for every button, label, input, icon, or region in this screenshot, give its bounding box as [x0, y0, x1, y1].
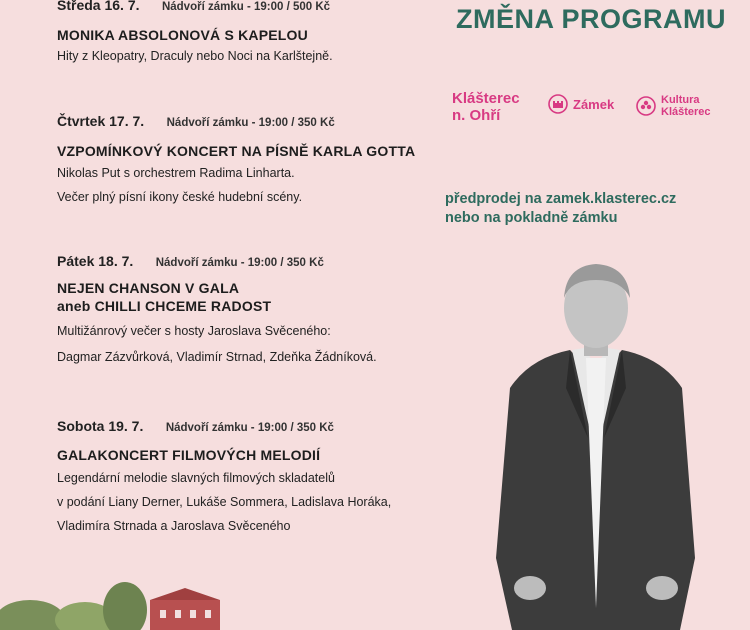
- event-date: Čtvrtek 17. 7.: [57, 113, 145, 129]
- event-title: [57, 142, 477, 160]
- logo-zamek: [548, 94, 614, 114]
- event-description-line: Legendární melodie slavných filmových skladatelů: [57, 471, 335, 485]
- headline: ZMĚNA PROGRAMU: [456, 4, 726, 34]
- event-title-line: aneb CHILLI CHCEME RADOST: [57, 298, 272, 314]
- event-wednesday: [57, 0, 477, 68]
- castle-icon: [548, 94, 568, 114]
- event-description-line: Multižánrový večer s hosty Jaroslava Svěceného:: [57, 324, 331, 338]
- event-description-line: v podání Liany Derner, Lukáše Sommera, Ladislava Horáka,: [57, 495, 392, 509]
- flower-icon: [636, 96, 656, 116]
- sponsor-logos: [452, 90, 742, 130]
- event-date: Středa 16. 7.: [57, 0, 140, 13]
- event-description: [57, 466, 477, 538]
- logo-kultura-line: Klášterec: [661, 106, 711, 118]
- event-venue: Nádvoří zámku - 19:00 / 500 Kč: [161, 1, 331, 13]
- event-description: [57, 161, 477, 209]
- event-title-line: NEJEN CHANSON V GALA: [57, 280, 240, 296]
- presale-info: [445, 190, 676, 228]
- presale-line: předprodej na zamek.klasterec.cz: [445, 191, 677, 207]
- logo-kultura-label: [661, 94, 711, 118]
- logo-klasterec-line: n. Ohří: [452, 107, 501, 124]
- event-description-line: Hity z Kleopatry, Draculy nebo Noci na Karlštejně.: [57, 49, 333, 63]
- event-description-line: Večer plný písní ikony české hudební scény.: [57, 190, 303, 204]
- event-title: [57, 446, 477, 464]
- event-description: [57, 318, 477, 370]
- event-venue: Nádvoří zámku - 19:00 / 350 Kč: [166, 117, 335, 129]
- event-title: [57, 279, 477, 315]
- event-title-line: VZPOMÍNKOVÝ KONCERT NA PÍSNĚ KARLA GOTTA: [57, 143, 416, 159]
- event-title-line: MONIKA ABSOLONOVÁ S KAPELOU: [57, 27, 308, 43]
- logo-kultura-line: Kultura: [661, 94, 700, 106]
- event-saturday: [57, 418, 477, 538]
- event-friday: [57, 253, 477, 370]
- event-title-line: GALAKONCERT FILMOVÝCH MELODIÍ: [57, 447, 321, 463]
- logo-klasterec-line: Klášterec: [452, 90, 520, 107]
- castle-photo: [0, 570, 250, 630]
- event-date: Sobota 19. 7.: [57, 418, 144, 434]
- event-date: Pátek 18. 7.: [57, 253, 134, 269]
- event-description-line: Vladimíra Strnada a Jaroslava Svěceného: [57, 519, 291, 533]
- event-title: [57, 26, 477, 44]
- logo-klasterec: [452, 90, 520, 124]
- event-description: [57, 44, 477, 68]
- presale-line: nebo na pokladně zámku: [445, 210, 618, 226]
- event-description-line: Nikolas Put s orchestrem Radima Linharta.: [57, 166, 295, 180]
- event-description-line: Dagmar Zázvůrková, Vladimír Strnad, Zdeňka Žádníková.: [57, 350, 377, 364]
- logo-zamek-label: Zámek: [573, 96, 615, 112]
- event-venue: Nádvoří zámku - 19:00 / 350 Kč: [165, 422, 334, 434]
- logo-kultura: [636, 94, 711, 118]
- performer-photo: [490, 258, 702, 630]
- event-venue: Nádvoří zámku - 19:00 / 350 Kč: [155, 257, 324, 269]
- event-thursday: [57, 113, 477, 209]
